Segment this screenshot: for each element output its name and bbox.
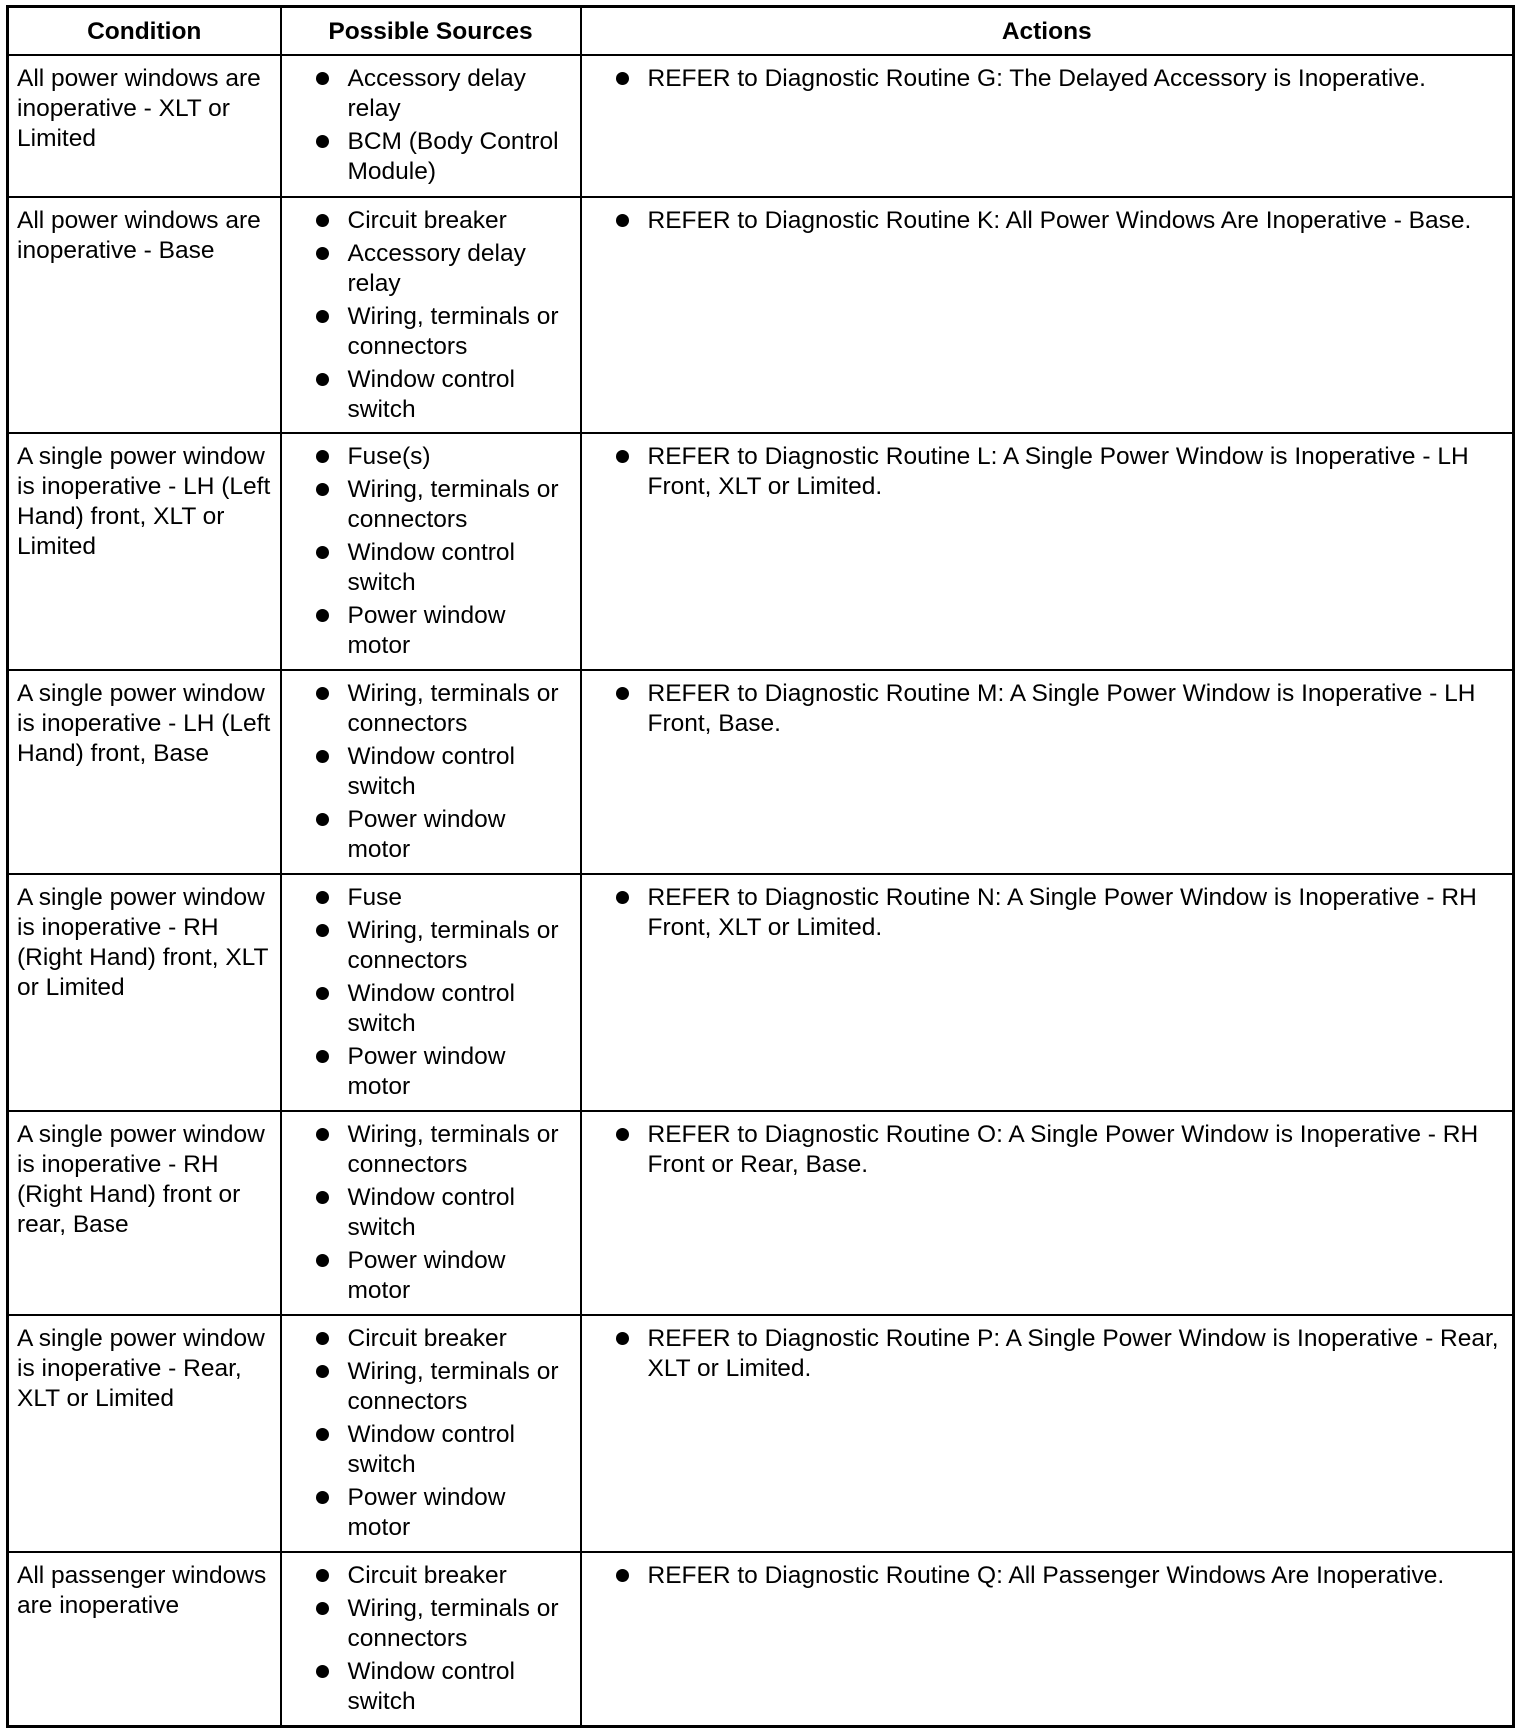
table-row [8, 197, 1514, 433]
source-item-text: Wiring, terminals or connectors [347, 1358, 559, 1415]
bullet-icon [316, 1332, 329, 1345]
table-row [8, 874, 1514, 1111]
bullet-icon [616, 1332, 629, 1345]
symptom-chart-table [6, 5, 1515, 1728]
source-item-text: Window control switch [347, 539, 515, 596]
source-item [290, 979, 574, 1039]
source-item [290, 1324, 574, 1354]
source-item-text: Wiring, terminals or connectors [347, 476, 559, 533]
action-item-text: REFER to Diagnostic Routine G: The Delayed Accessory is Inoperative. [647, 65, 1426, 92]
action-item-text: REFER to Diagnostic Routine Q: All Passenger Windows Are Inoperative. [647, 1562, 1445, 1589]
source-item-text: Accessory delay relay [347, 65, 526, 122]
bullet-icon [616, 1128, 629, 1141]
source-item-text: Wiring, terminals or connectors [347, 1121, 559, 1178]
condition-cell: All power windows are inoperative - Base [8, 197, 281, 433]
source-item [290, 1357, 574, 1417]
source-item-text: Wiring, terminals or connectors [347, 917, 559, 974]
table-row [8, 670, 1514, 874]
bullet-icon [316, 1569, 329, 1582]
action-item [590, 1120, 1507, 1180]
actions-cell [581, 55, 1514, 197]
source-item-text: Power window motor [347, 602, 506, 659]
bullet-icon [316, 483, 329, 496]
source-item [290, 805, 574, 865]
source-item [290, 206, 574, 236]
bullet-icon [616, 450, 629, 463]
actions-cell [581, 670, 1514, 874]
source-item [290, 302, 574, 362]
bullet-icon [616, 1569, 629, 1582]
actions-cell [581, 1111, 1514, 1315]
action-item-text: REFER to Diagnostic Routine O: A Single Power Window is Inoperative - RH Front or Rear, Base. [647, 1121, 1479, 1178]
table-row [8, 1111, 1514, 1315]
sources-list [290, 1561, 574, 1717]
table-row [8, 55, 1514, 197]
bullet-icon [316, 546, 329, 559]
sources-list [290, 206, 574, 425]
bullet-icon [316, 214, 329, 227]
condition-cell: A single power window is inoperative - LH (Left Hand) front, Base [8, 670, 281, 874]
bullet-icon [616, 72, 629, 85]
possible-sources-cell [281, 55, 581, 197]
bullet-icon [316, 891, 329, 904]
action-item-text: REFER to Diagnostic Routine N: A Single Power Window is Inoperative - RH Front, XLT or Limited. [647, 884, 1477, 941]
source-item-text: Circuit breaker [347, 1325, 507, 1352]
source-item [290, 538, 574, 598]
condition-cell: All power windows are inoperative - XLT or Limited [8, 55, 281, 197]
possible-sources-cell [281, 433, 581, 670]
source-item [290, 239, 574, 299]
actions-list [590, 1120, 1507, 1180]
condition-cell: A single power window is inoperative - RH (Right Hand) front, XLT or Limited [8, 874, 281, 1111]
source-item-text: Power window motor [347, 1484, 506, 1541]
condition-cell: A single power window is inoperative - LH (Left Hand) front, XLT or Limited [8, 433, 281, 670]
possible-sources-cell [281, 874, 581, 1111]
table-row [8, 433, 1514, 670]
source-item-text: BCM (Body Control Module) [347, 128, 559, 185]
bullet-icon [316, 609, 329, 622]
bullet-icon [316, 813, 329, 826]
source-item-text: Window control switch [347, 743, 515, 800]
header-possible-sources: Possible Sources [281, 7, 581, 56]
actions-list [590, 64, 1507, 94]
bullet-icon [316, 1491, 329, 1504]
possible-sources-cell [281, 1111, 581, 1315]
source-item [290, 475, 574, 535]
bullet-icon [316, 1050, 329, 1063]
source-item-text: Power window motor [347, 1247, 506, 1304]
bullet-icon [316, 1191, 329, 1204]
sources-list [290, 64, 574, 187]
source-item-text: Power window motor [347, 1043, 506, 1100]
source-item [290, 1594, 574, 1654]
source-item [290, 1420, 574, 1480]
action-item-text: REFER to Diagnostic Routine P: A Single Power Window is Inoperative - Rear, XLT or Limited. [647, 1325, 1499, 1382]
bullet-icon [316, 750, 329, 763]
possible-sources-cell [281, 1315, 581, 1552]
action-item-text: REFER to Diagnostic Routine K: All Power Windows Are Inoperative - Base. [647, 207, 1472, 234]
possible-sources-cell [281, 197, 581, 433]
source-item-text: Accessory delay relay [347, 240, 526, 297]
bullet-icon [316, 987, 329, 1000]
condition-cell: A single power window is inoperative - RH (Right Hand) front or rear, Base [8, 1111, 281, 1315]
source-item-text: Circuit breaker [347, 1562, 507, 1589]
source-item [290, 1042, 574, 1102]
actions-list [590, 679, 1507, 739]
source-item [290, 442, 574, 472]
action-item [590, 206, 1507, 236]
bullet-icon [316, 373, 329, 386]
actions-cell [581, 1315, 1514, 1552]
bullet-icon [316, 924, 329, 937]
source-item [290, 1120, 574, 1180]
source-item-text: Window control switch [347, 366, 515, 423]
condition-cell: All passenger windows are inoperative [8, 1552, 281, 1726]
source-item-text: Wiring, terminals or connectors [347, 303, 559, 360]
action-item [590, 679, 1507, 739]
sources-list [290, 1324, 574, 1543]
bullet-icon [316, 450, 329, 463]
source-item [290, 601, 574, 661]
bullet-icon [616, 891, 629, 904]
bullet-icon [616, 214, 629, 227]
source-item [290, 365, 574, 425]
source-item [290, 64, 574, 124]
source-item-text: Wiring, terminals or connectors [347, 1595, 559, 1652]
source-item [290, 742, 574, 802]
action-item [590, 64, 1507, 94]
source-item-text: Fuse(s) [347, 443, 431, 470]
condition-cell: A single power window is inoperative - Rear, XLT or Limited [8, 1315, 281, 1552]
source-item [290, 127, 574, 187]
sources-list [290, 679, 574, 865]
possible-sources-cell [281, 1552, 581, 1726]
bullet-icon [316, 1602, 329, 1615]
actions-cell [581, 197, 1514, 433]
bullet-icon [316, 135, 329, 148]
source-item [290, 883, 574, 913]
possible-sources-cell [281, 670, 581, 874]
bullet-icon [316, 310, 329, 323]
actions-list [590, 442, 1507, 502]
source-item-text: Window control switch [347, 1421, 515, 1478]
table-body [8, 55, 1514, 1726]
source-item [290, 1483, 574, 1543]
action-item [590, 442, 1507, 502]
bullet-icon [616, 687, 629, 700]
actions-cell [581, 874, 1514, 1111]
action-item [590, 883, 1507, 943]
source-item-text: Fuse [347, 884, 402, 911]
source-item-text: Circuit breaker [347, 207, 507, 234]
actions-list [590, 883, 1507, 943]
source-item [290, 1183, 574, 1243]
actions-list [590, 1324, 1507, 1384]
table-row [8, 1315, 1514, 1552]
bullet-icon [316, 247, 329, 260]
header-actions: Actions [581, 7, 1514, 56]
bullet-icon [316, 1428, 329, 1441]
bullet-icon [316, 1128, 329, 1141]
actions-list [590, 206, 1507, 236]
action-item [590, 1324, 1507, 1384]
action-item-text: REFER to Diagnostic Routine M: A Single Power Window is Inoperative - LH Front, Base. [647, 680, 1476, 737]
header-condition: Condition [8, 7, 281, 56]
source-item-text: Window control switch [347, 980, 515, 1037]
action-item-text: REFER to Diagnostic Routine L: A Single Power Window is Inoperative - LH Front, XLT or Limited. [647, 443, 1469, 500]
bullet-icon [316, 1365, 329, 1378]
diagnostic-table-container [6, 5, 1512, 1728]
source-item [290, 1561, 574, 1591]
actions-list [590, 1561, 1507, 1591]
bullet-icon [316, 72, 329, 85]
actions-cell [581, 1552, 1514, 1726]
sources-list [290, 442, 574, 661]
bullet-icon [316, 687, 329, 700]
table-header-row [8, 7, 1514, 56]
source-item [290, 679, 574, 739]
source-item-text: Power window motor [347, 806, 506, 863]
source-item [290, 916, 574, 976]
action-item [590, 1561, 1507, 1591]
source-item-text: Wiring, terminals or connectors [347, 680, 559, 737]
sources-list [290, 883, 574, 1102]
table-row [8, 1552, 1514, 1726]
bullet-icon [316, 1254, 329, 1267]
source-item [290, 1246, 574, 1306]
sources-list [290, 1120, 574, 1306]
bullet-icon [316, 1665, 329, 1678]
source-item [290, 1657, 574, 1717]
source-item-text: Window control switch [347, 1658, 515, 1715]
actions-cell [581, 433, 1514, 670]
source-item-text: Window control switch [347, 1184, 515, 1241]
